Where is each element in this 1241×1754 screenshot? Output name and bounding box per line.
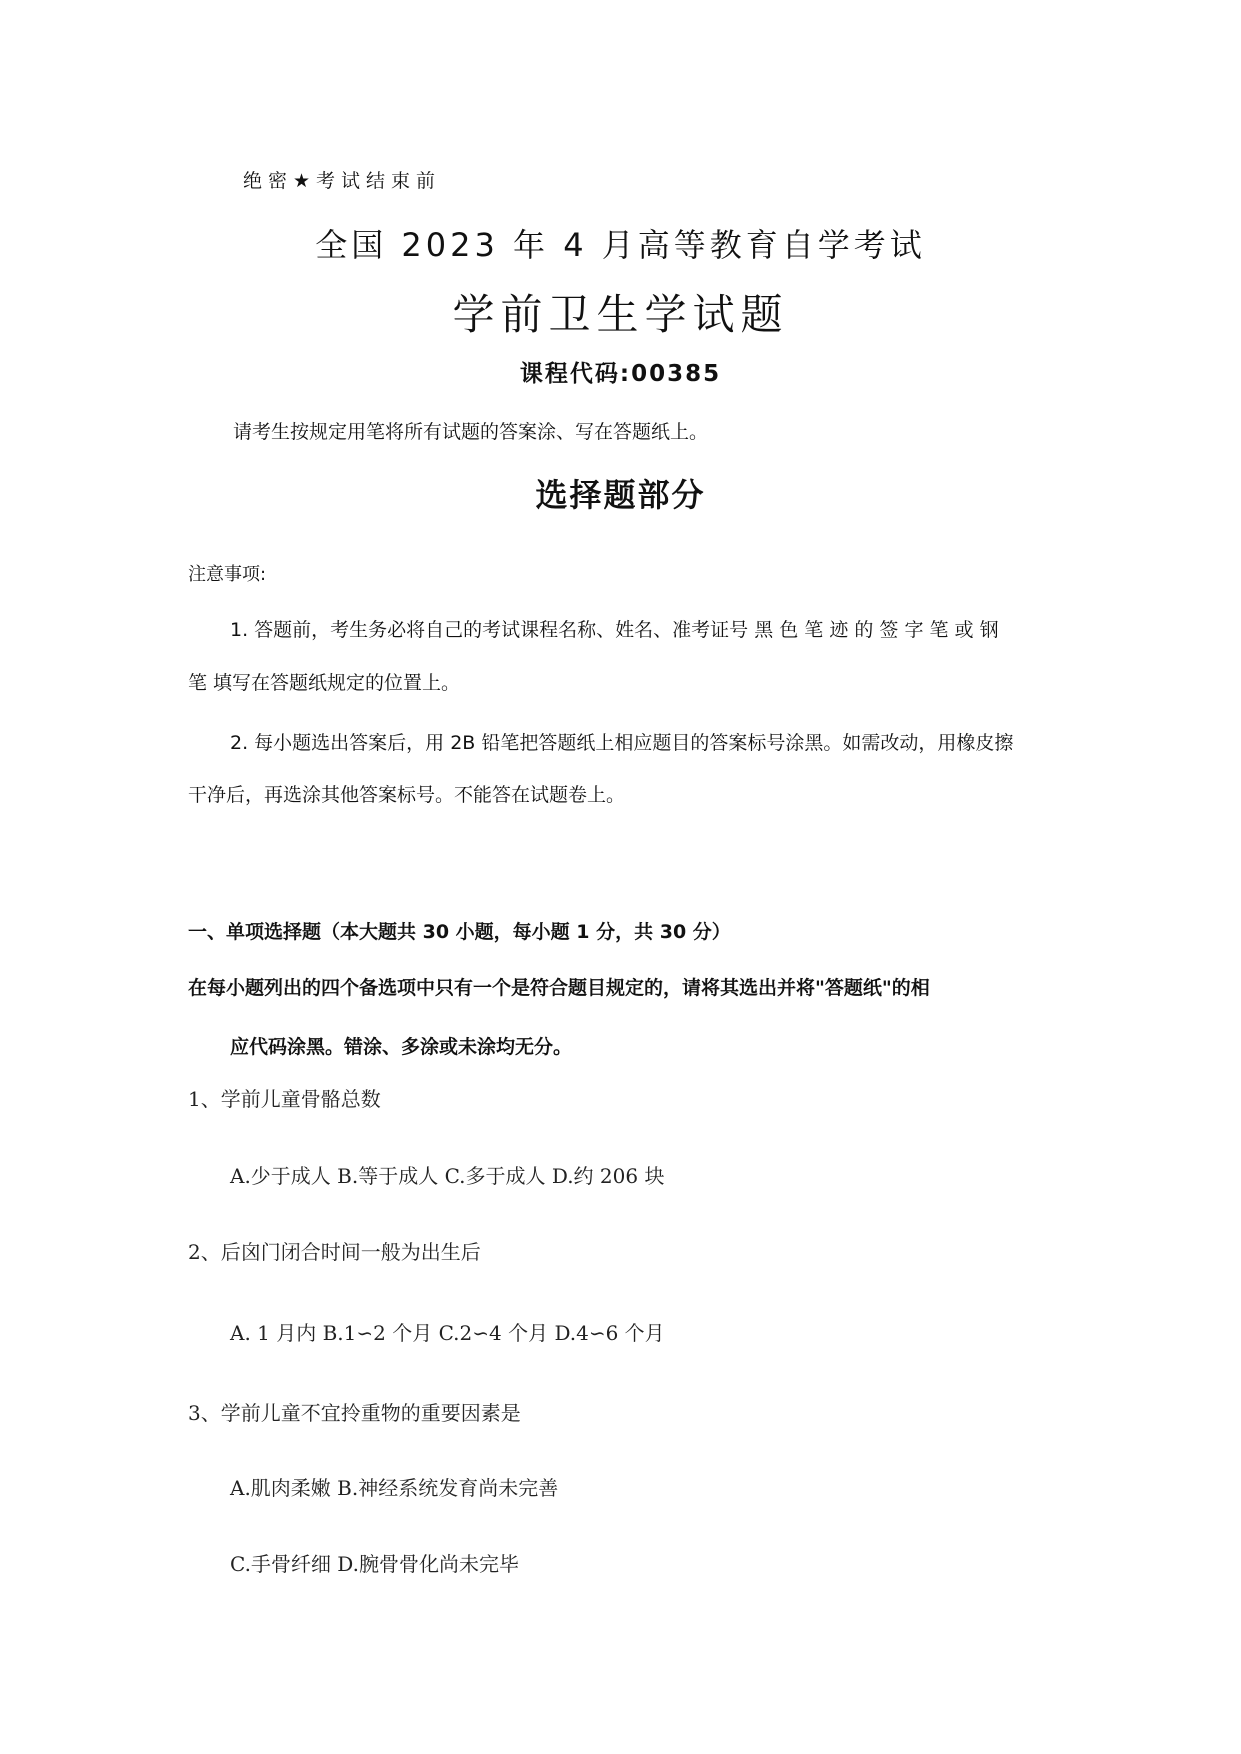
question-1-options: A.少于成人 B.等于成人 C.多于成人 D.约 206 块: [230, 1164, 665, 1188]
note-2-line-2: 干净后，再选涂其他答案标号。不能答在试题卷上。: [188, 784, 626, 806]
notes-heading: 注意事项:: [188, 564, 267, 585]
answer-instruction: 请考生按规定用笔将所有试题的答案涂、写在答题纸上。: [233, 421, 709, 443]
note-2-line-1: 2. 每小题选出答案后，用 2B 铅笔把答题纸上相应题目的答案标号涂黑。如需改动，用橡皮擦: [230, 732, 1014, 754]
course-code: 课程代码:00385: [519, 361, 722, 387]
part-one-title: 一、单项选择题（本大题共 30 小题，每小题 1 分，共 30 分）: [188, 921, 731, 943]
question-2-stem: 2、后囟门闭合时间一般为出生后: [188, 1240, 481, 1264]
part-one-description-line-2: 应代码涂黑。错涂、多涂或未涂均无分。: [230, 1036, 573, 1058]
section-title: 选择题部分: [535, 476, 706, 514]
secret-notice: 绝密★考试结束前: [243, 170, 442, 192]
note-1-line-1: 1. 答题前，考生务必将自己的考试课程名称、姓名、准考证号 黑 色 笔 迹 的 签 字 笔 或 钢: [230, 619, 999, 641]
subject-title: 学前卫生学试题: [452, 290, 789, 339]
question-2-options: A. 1 月内 B.1∽2 个月 C.2∽4 个月 D.4∽6 个月: [230, 1321, 665, 1345]
question-3-options-line-1: A.肌肉柔嫩 B.神经系统发育尚未完善: [230, 1476, 559, 1500]
question-3-stem: 3、学前儿童不宜拎重物的重要因素是: [188, 1401, 521, 1425]
question-1-stem: 1、学前儿童骨骼总数: [188, 1087, 381, 1111]
question-3-options-line-2: C.手骨纤细 D.腕骨骨化尚未完毕: [230, 1552, 519, 1576]
exam-title: 全国 2023 年 4 月高等教育自学考试: [315, 226, 926, 264]
part-one-description-line-1: 在每小题列出的四个备选项中只有一个是符合题目规定的，请将其选出并将"答题纸"的相: [188, 977, 930, 999]
note-1-line-2: 笔 填写在答题纸规定的位置上。: [188, 672, 461, 694]
